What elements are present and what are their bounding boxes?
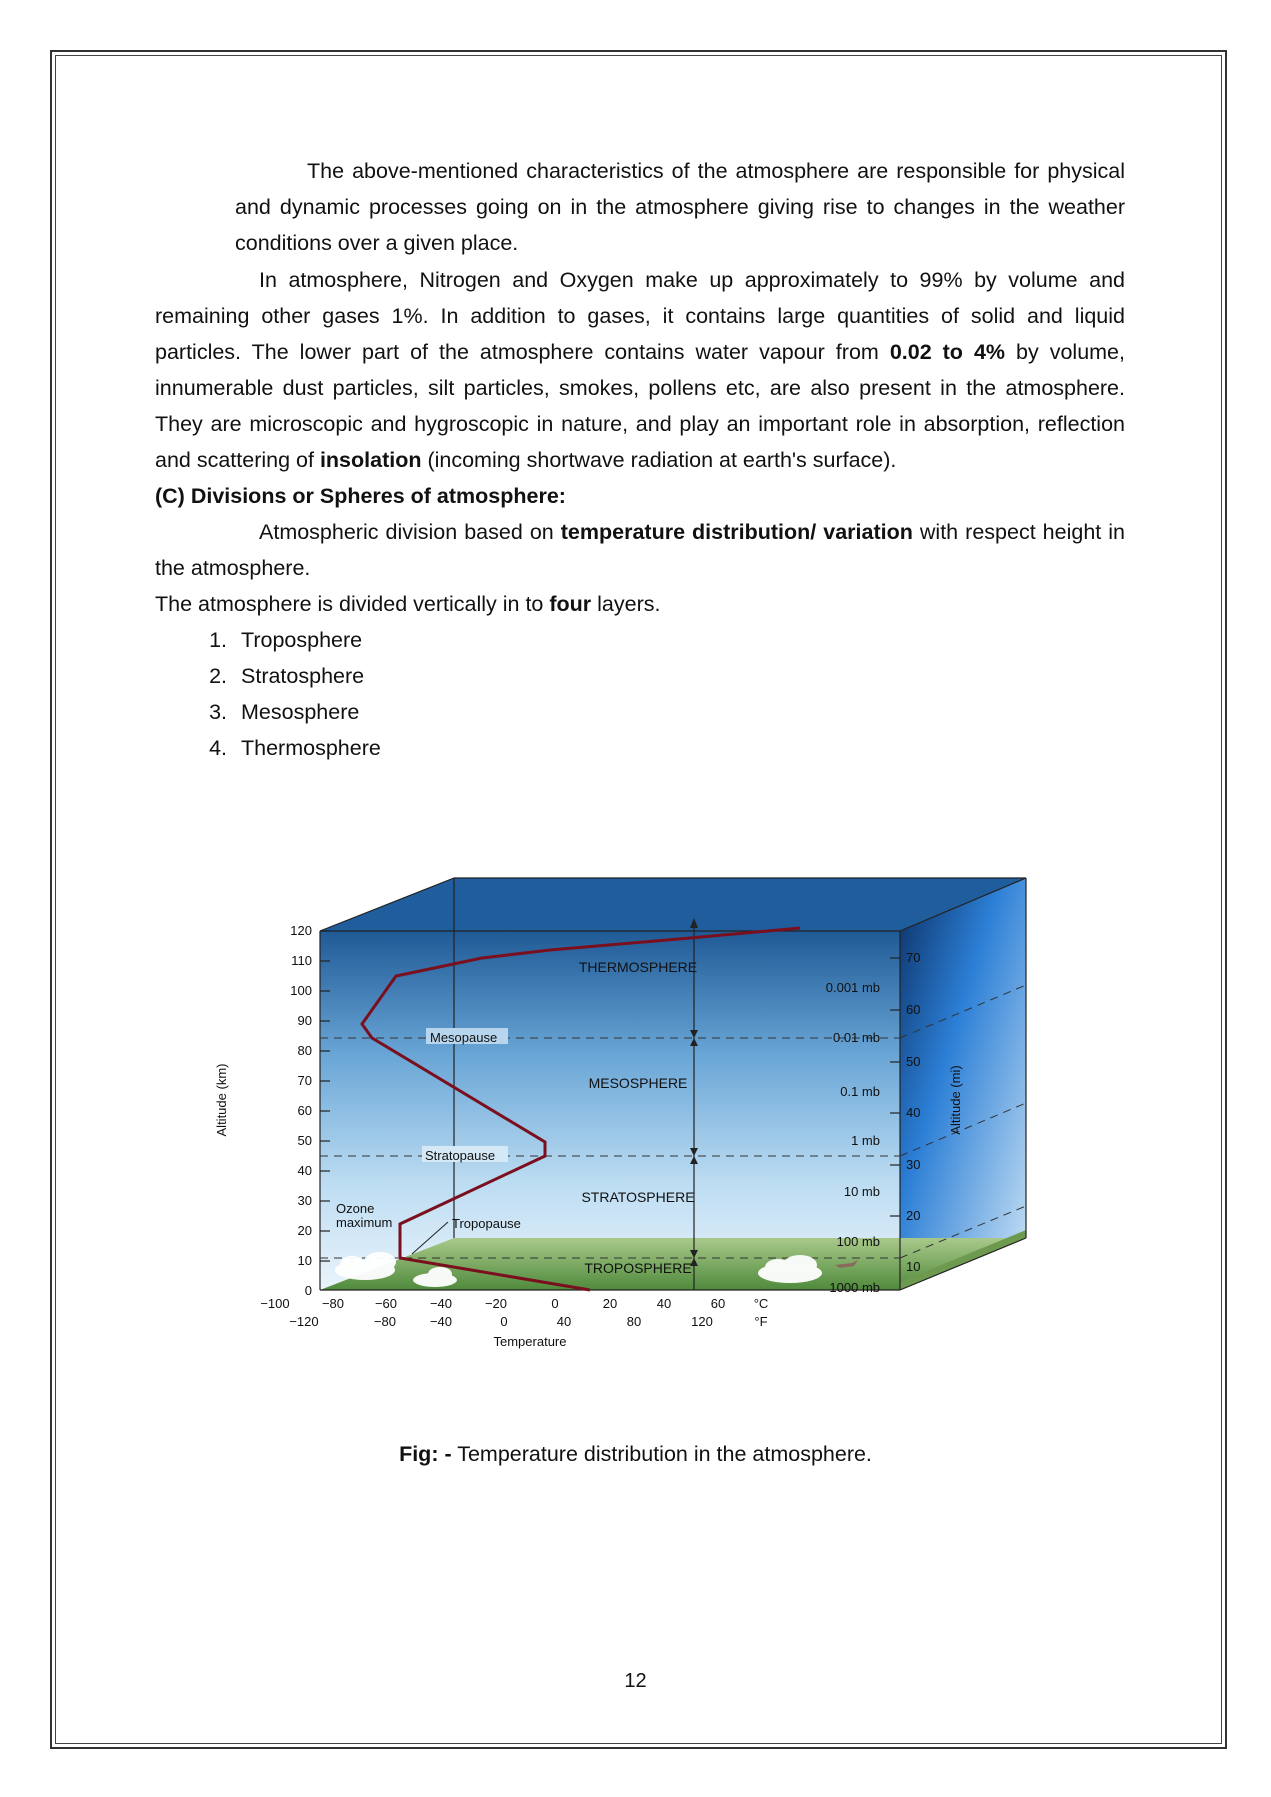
tick-label: −100 xyxy=(260,1296,290,1311)
text-span: Atmospheric division based on xyxy=(259,520,561,544)
text-span: (incoming shortwave radiation at earth's surface). xyxy=(421,448,897,472)
tick-label: −120 xyxy=(289,1314,319,1329)
tick-label: °F xyxy=(754,1314,768,1329)
ozone-text: Ozone xyxy=(336,1201,375,1216)
boundary-label: Tropopause xyxy=(452,1216,521,1231)
paragraph-text: The above-mentioned characteristics of the atmosphere are responsible for physical and dynamic processes going on in the atmosphere giving rise to changes in the weather conditions over a given place. xyxy=(235,159,1125,255)
tick-label: 0 xyxy=(551,1296,559,1311)
bold-text: 0.02 to 4% xyxy=(889,340,1006,364)
layer-label: TROPOSPHERE xyxy=(584,1260,692,1276)
tick-label: 80 xyxy=(297,1043,312,1058)
tick-label: 70 xyxy=(906,950,921,965)
layer-list xyxy=(155,622,1125,766)
box-front-face xyxy=(320,931,900,1290)
paragraph-division xyxy=(155,514,1125,586)
page-number: 12 xyxy=(624,1670,647,1692)
tick-label: 80 xyxy=(626,1314,642,1329)
pressure-label: 1 mb xyxy=(851,1133,880,1148)
bold-text: four xyxy=(549,592,592,616)
y-axis-title-mi: Altitude (mi) xyxy=(948,1065,963,1135)
x-axis-title: Temperature xyxy=(493,1334,567,1349)
text-span: layers. xyxy=(591,592,661,616)
pressure-label: 100 mb xyxy=(836,1234,880,1249)
section-heading: (C) Divisions or Spheres of atmosphere: xyxy=(155,484,566,508)
list-item: 3. Mesosphere xyxy=(233,694,1125,730)
pressure-label: 1000 mb xyxy=(829,1280,880,1295)
tick-label: 0 xyxy=(304,1283,312,1298)
tick-label: −40 xyxy=(429,1296,453,1311)
tick-label: 90 xyxy=(297,1013,312,1028)
pressure-label: 0.001 mb xyxy=(825,980,880,995)
tick-label: 40 xyxy=(297,1163,312,1178)
atmosphere-diagram xyxy=(214,870,1030,1445)
paragraph-layers xyxy=(155,586,1125,622)
tick-label: −40 xyxy=(429,1314,453,1329)
y-axis-title-km: Altitude (km) xyxy=(214,1063,229,1137)
list-item: 2. Stratosphere xyxy=(233,658,1125,694)
pressure-label: 0.1 mb xyxy=(840,1084,880,1099)
tick-label: 10 xyxy=(906,1259,921,1274)
caption-prefix: Fig: - xyxy=(399,1442,452,1466)
tick-label: °C xyxy=(753,1296,769,1311)
box-side-face xyxy=(900,878,1026,1290)
fahrenheit-tick-labels xyxy=(289,1314,767,1329)
tick-label: −20 xyxy=(484,1296,508,1311)
tick-label: 40 xyxy=(906,1105,921,1120)
pressure-label: 0.01 mb xyxy=(833,1030,880,1045)
layer-label: STRATOSPHERE xyxy=(581,1189,695,1205)
tick-label: 100 xyxy=(290,983,312,998)
tick-label: 60 xyxy=(710,1296,726,1311)
tick-label: −80 xyxy=(373,1314,397,1329)
tick-label: 70 xyxy=(297,1073,312,1088)
bold-text: temperature distribution/ variation xyxy=(560,520,913,544)
km-tick-labels xyxy=(290,923,312,1298)
list-item: 1. Troposphere xyxy=(233,622,1125,658)
figure-caption xyxy=(0,1442,1271,1467)
tick-label: 20 xyxy=(602,1296,618,1311)
body-text xyxy=(155,262,1125,766)
text-span: by volume, innumerable dust particles, silt particles, smokes, pollens etc, are also present in the atmosphere. They are microscopic and hygroscopic in nature, and play an important role in absorption, reflection and scattering of xyxy=(155,340,1125,472)
text-span: The atmosphere is divided vertically in to xyxy=(155,592,550,616)
tick-label: 60 xyxy=(906,1002,921,1017)
tick-label: 10 xyxy=(297,1253,312,1268)
boundary-label: Mesopause xyxy=(430,1030,498,1045)
tick-label: 50 xyxy=(906,1054,921,1069)
tick-label: 50 xyxy=(297,1133,312,1148)
tick-label: 30 xyxy=(906,1157,921,1172)
text-span: with respect height in the atmosphere. xyxy=(155,520,1126,580)
bold-text: insolation xyxy=(319,448,422,472)
text-span: In atmosphere, Nitrogen and Oxygen make up approximately to 99% by volume and remaining other gases 1%. In addition to gases, it contains large quantities of solid and liquid particles. The lower part of the atmosphere contains water vapour from xyxy=(155,268,1125,364)
tick-label: 40 xyxy=(556,1314,572,1329)
paragraph-characteristics xyxy=(155,153,1125,261)
layer-label: THERMOSPHERE xyxy=(578,959,698,975)
tick-label: 20 xyxy=(906,1208,921,1223)
ozone-text: maximum xyxy=(336,1215,393,1230)
tick-label: 40 xyxy=(656,1296,672,1311)
tick-label: −80 xyxy=(321,1296,345,1311)
celsius-tick-labels xyxy=(260,1296,768,1311)
tick-label: 0 xyxy=(500,1314,508,1329)
pressure-label: 10 mb xyxy=(843,1184,880,1199)
tick-label: 120 xyxy=(290,923,312,938)
boundary-label: Stratopause xyxy=(425,1148,496,1163)
tick-label: 30 xyxy=(297,1193,312,1208)
caption-text: Temperature distribution in the atmosphere. xyxy=(451,1442,872,1466)
tick-label: 20 xyxy=(297,1223,312,1238)
layer-label: MESOSPHERE xyxy=(588,1075,688,1091)
tick-label: −60 xyxy=(374,1296,398,1311)
list-item: 4. Thermosphere xyxy=(233,730,1125,766)
tick-label: 60 xyxy=(297,1103,312,1118)
paragraph-composition xyxy=(155,262,1125,478)
tick-label: 120 xyxy=(691,1314,713,1329)
tick-label: 110 xyxy=(291,953,312,968)
